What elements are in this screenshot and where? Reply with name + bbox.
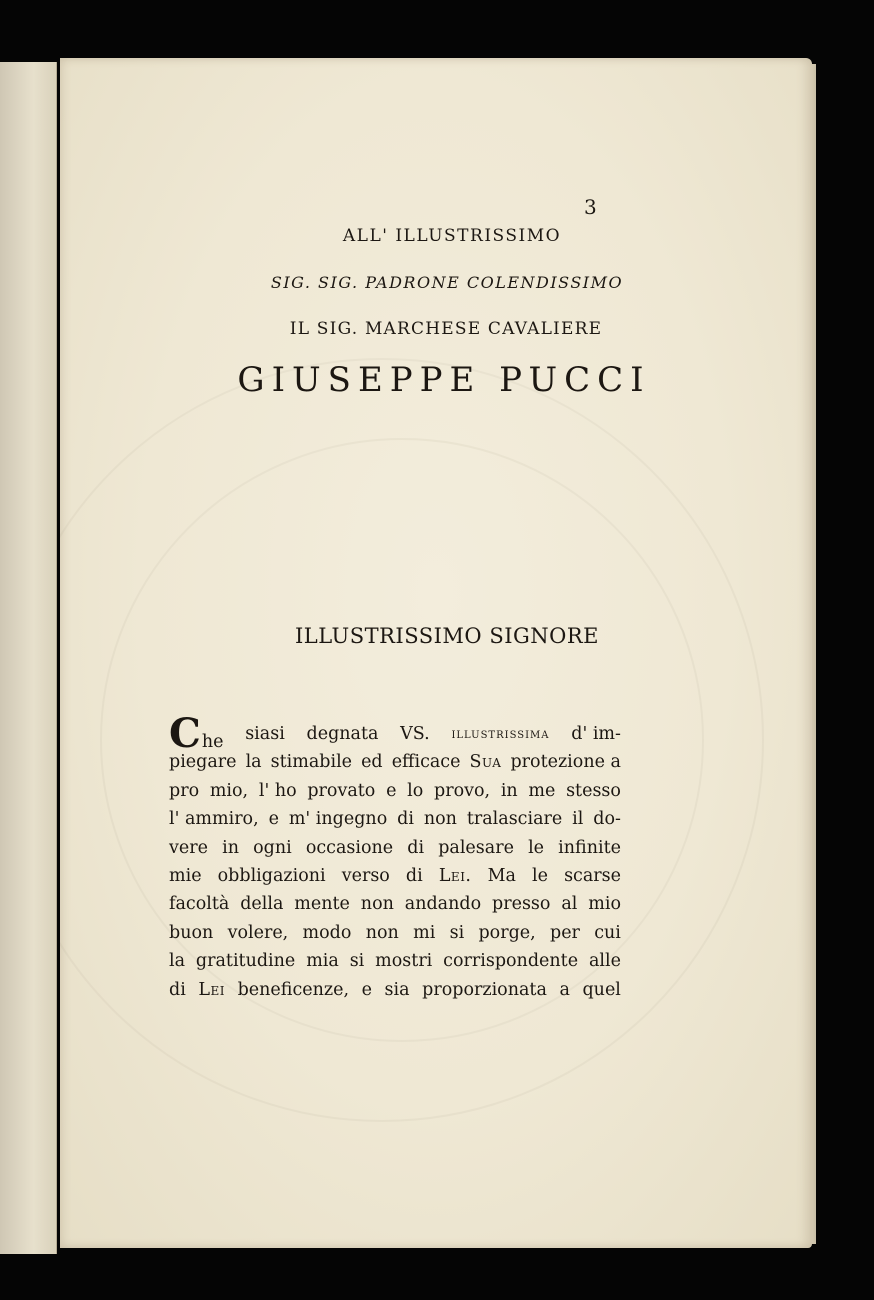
word: verso — [341, 865, 390, 886]
word: per — [550, 922, 580, 943]
first-word — [169, 710, 224, 757]
word: do- — [593, 809, 621, 830]
word: tralasciare — [466, 809, 563, 830]
word: presso — [492, 894, 551, 915]
word: ogni — [253, 837, 292, 858]
word: gratitudine — [195, 951, 296, 972]
word: lo — [407, 780, 424, 801]
word: mio — [588, 894, 621, 915]
word: non — [360, 894, 394, 915]
word: mio, — [209, 780, 249, 801]
word-small-caps: Lei — [198, 979, 226, 1000]
word: stesso — [566, 780, 621, 801]
page-number: 3 — [584, 195, 597, 219]
body-line — [169, 710, 621, 757]
word: mia — [306, 951, 339, 972]
dedicatee-name: GIUSEPPE PUCCI — [237, 360, 651, 400]
word: volere, — [227, 922, 289, 943]
word: non — [365, 922, 399, 943]
word-small-caps: Lei. — [438, 865, 472, 886]
word: scarse — [564, 865, 621, 886]
word: corrispondente — [443, 951, 579, 972]
word: VS. — [400, 724, 430, 744]
dedication-line-1: ALL' ILLUSTRISSIMO — [342, 226, 562, 246]
word: cui — [594, 922, 621, 943]
word: degnata — [306, 724, 379, 744]
drop-cap: C — [169, 710, 201, 757]
word: le — [528, 837, 545, 858]
word: stimabile — [270, 752, 353, 773]
word: he — [201, 732, 224, 752]
word: di — [169, 979, 186, 1000]
dedication-line-2: SIG. SIG. PADRONE COLENDISSIMO — [270, 273, 624, 292]
book-page — [60, 58, 812, 1248]
word: di — [405, 865, 423, 886]
word: mostri — [375, 951, 433, 972]
word: e — [386, 780, 397, 801]
word: in — [500, 780, 518, 801]
body-line — [169, 862, 621, 890]
body-paragraph — [169, 710, 621, 1004]
word: e — [361, 979, 372, 1000]
word: obbligazioni — [217, 865, 326, 886]
word: provo, — [434, 780, 491, 801]
word: andando — [404, 894, 482, 915]
body-line — [169, 947, 621, 975]
word: m' ingegno — [288, 809, 388, 830]
word: d' im- — [571, 724, 621, 744]
body-line — [169, 919, 621, 947]
body-line — [169, 777, 621, 805]
word: mente — [294, 894, 350, 915]
word: si — [349, 951, 365, 972]
word: e — [268, 809, 279, 830]
word: in — [222, 837, 239, 858]
body-line — [169, 748, 621, 776]
word: non — [423, 809, 457, 830]
word: mi — [413, 922, 436, 943]
word: di — [397, 809, 414, 830]
word: pro — [169, 780, 200, 801]
word: quel — [582, 979, 621, 1000]
salutation: ILLUSTRISSIMO SIGNORE — [294, 624, 600, 648]
word: le — [532, 865, 548, 886]
word: alle — [588, 951, 621, 972]
word: efficace — [391, 752, 461, 773]
word: facoltà — [169, 894, 230, 915]
word: vere — [169, 837, 208, 858]
word: la — [169, 951, 186, 972]
left-page-edge — [0, 62, 57, 1254]
word: sia — [384, 979, 410, 1000]
body-line — [169, 890, 621, 918]
body-line — [169, 976, 621, 1004]
word: il — [572, 809, 584, 830]
word: me — [528, 780, 556, 801]
word: modo — [302, 922, 352, 943]
word: occasione — [305, 837, 394, 858]
word: ed — [361, 752, 383, 773]
word: palesare — [438, 837, 514, 858]
word: della — [240, 894, 284, 915]
word-small-caps: Sua — [469, 752, 502, 773]
word: al — [561, 894, 578, 915]
word: piegare — [169, 752, 237, 773]
word: provato — [307, 780, 376, 801]
word: protezione a — [510, 752, 621, 773]
word: la — [245, 752, 262, 773]
word: a — [559, 979, 570, 1000]
word: beneficenze, — [237, 979, 350, 1000]
word: proporzionata — [422, 979, 547, 1000]
body-line — [169, 834, 621, 862]
word: infinite — [558, 837, 621, 858]
word: l' ho — [258, 780, 297, 801]
word: Ma — [487, 865, 516, 886]
word: si — [449, 922, 465, 943]
word: mie — [169, 865, 202, 886]
word: l' ammiro, — [169, 809, 259, 830]
word: di — [407, 837, 425, 858]
word-small-caps: illustrissima — [451, 726, 550, 742]
dedication-line-3: IL SIG. MARCHESE CAVALIERE — [289, 319, 603, 339]
word: siasi — [245, 724, 285, 744]
word: buon — [169, 922, 214, 943]
body-line — [169, 805, 621, 833]
word: porge, — [478, 922, 536, 943]
